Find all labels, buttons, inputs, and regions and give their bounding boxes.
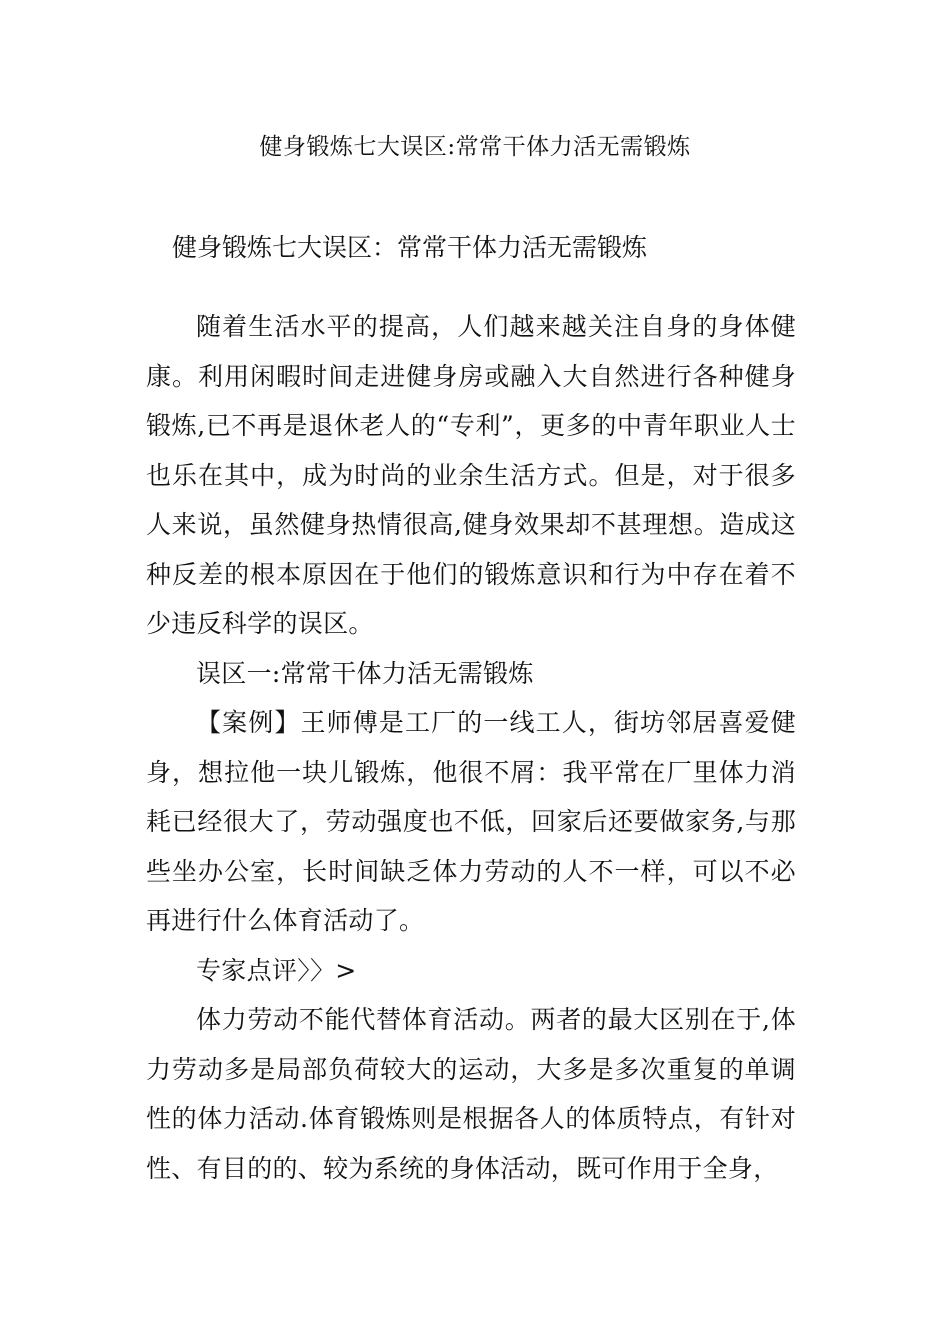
expert-comment-heading: 专家点评〉〉> [196, 955, 357, 985]
section-heading-myth-one: 误区一:常常干体力活无需锻炼 [196, 658, 534, 688]
document-title: 健身锻炼七大误区:常常干体力活无需锻炼 [259, 134, 691, 160]
paragraph-case: 【案例】王师傅是工厂的一线工人，街坊邻居喜爱健身，想拉他一块儿锻炼，他很不屑：我平常在厂里体力消耗已经很大了，劳动强度也不低，回家后还要做家务,与那些坐办公室，长时间缺乏体力劳动的人不一样，可以不必再进行什么体育活动了。 [146, 708, 796, 935]
paragraph-expert-comment: 体力劳动不能代替体育活动。两者的最大区别在于,体力劳动多是局部负荷较大的运动，大多是多次重复的单调性的体力活动.体育锻炼则是根据各人的体质特点，有针对性、有目的的、较为系统的身体活动，既可作用于全身， [146, 1005, 796, 1183]
paragraph-intro: 随着生活水平的提高，人们越来越关注自身的身体健康。利用闲暇时间走进健身房或融入大自然进行各种健身锻炼,已不再是退休老人的“专利”，更多的中青年职业人士也乐在其中，成为时尚的业余生活方式。但是，对于很多人来说，虽然健身热情很高,健身效果却不甚理想。造成这种反差的根本原因在于他们的锻炼意识和行为中存在着不少违反科学的误区。 [146, 312, 796, 638]
document-body [146, 302, 796, 1193]
document-subtitle: 健身锻炼七大误区：常常干体力活无需锻炼 [172, 233, 648, 262]
